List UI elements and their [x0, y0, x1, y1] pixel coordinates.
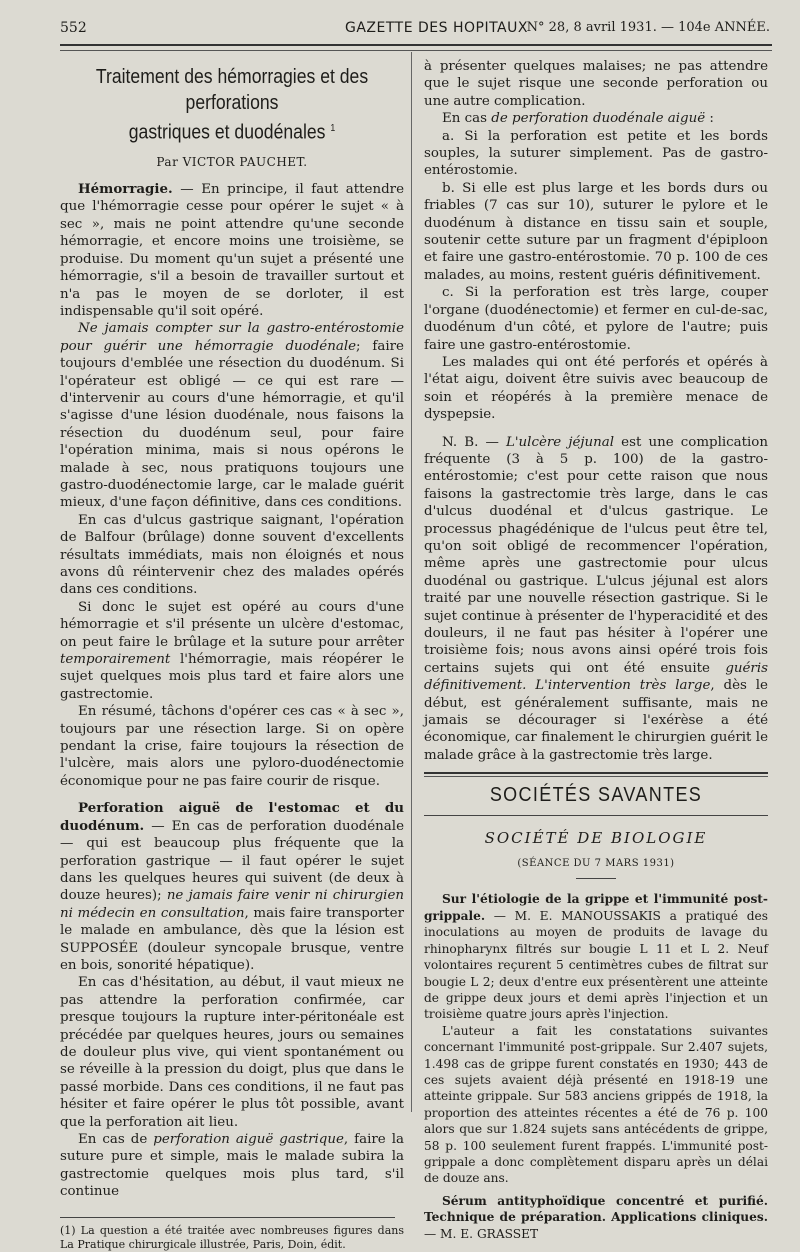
right-column [424, 58, 768, 1242]
paragraph: c. Si la perforation est très large, couper l'organe (duodénectomie) et fermer en cul-de-sac, duodénum d'un côté, et pylore de l'autre; puis faire une gastro-entérostomie. [424, 285, 768, 353]
left-column [60, 58, 404, 1252]
header-rule-thin [60, 50, 772, 51]
paragraph-text: est une complication fréquente (3 à 5 p. 100) de la gastro-entérostomie; c'est pour cette raison que nous faisons la gastrectomie très large, dans le cas d'ulcus duodénal et d'ulcus gastrique. Le processus phagédénique de l'ulcus peut être tel, qu'on soit obligé de recommencer l'opération, même après une gastrectomie pour ulcus duodénal ou gastrique. L'ulcus jéjunal est alors traité par une nouvelle résection gastrique. Si le sujet continue à présenter de l'hyperacidité et des douleurs, il ne faut pas hésiter à l'opérer une troisième fois; nous avons ainsi opéré trois fois certains sujets qui ont été ensuite [424, 434, 768, 676]
paragraph-text: , faire la suture pure et simple, mais le malade subira la gastrectomie quelques mois plus tard, s'il continue [60, 1132, 404, 1200]
page-header [60, 14, 770, 40]
paragraph: a. Si la perforation est petite et les bords souples, la suturer simplement. Pas de gastro-entérostomie. [424, 128, 768, 179]
paragraph-text: Si donc le sujet est opéré au cours d'une hémorragie et s'il présente un ulcère d'estomac, on peut faire le brûlage et la suture pour arrêter [60, 599, 404, 650]
section-title: SOCIÉTÉS SAVANTES [489, 784, 703, 807]
column-divider [411, 52, 412, 1112]
report-paragraph [424, 891, 768, 1022]
report-paragraph: L'auteur a fait les constatations suivantes concernant l'immunité post-grippale. Sur 2.407 sujets, 1.498 cas de grippe furent constatés en 1930; 443 de ces sujets avaient déjà présenté en 1918-19 une atteinte grippale. Sur 583 anciens grippés de 1918, la proportion des atteintes récentes a été de 76 p. 100 alors que sur 1.824 sujets sans antécédents de grippe, 58 p. 100 seulement furent frappés. L'immunité post-grippale a donc complètement disparu après un délai de douze ans. [424, 1023, 768, 1186]
paragraph-text: ; faire toujours d'emblée une résection du duodénum. Si l'opérateur est obligé — ce qui est rare — d'intervenir au cours d'une hémorragie, et qu'il s'agisse d'une lésion duodénale, nous faisons la résection du duodénum seul, pour faire l'opération minima, mais si nous opérons le malade à sec, nous pratiquons toujours une gastro-duodénectomie large, car le malade guérit mieux, d'une façon définitive, dans ces conditions. [60, 338, 404, 511]
page-number: 552 [60, 20, 87, 36]
paragraph-nb [424, 434, 768, 765]
paragraph-text: — En principe, il faut attendre que l'hémorragie cesse pour opérer le sujet « à sec », mais ne point attendre qu'une seconde hémorragie, et encore moins une troisième, se produise. Du moment qu'un sujet a présenté une hémorragie, s'il a besoin de travailler surtout et n'a pas le moyen de se dorloter, il est indispensable qu'il soit opéré. [60, 182, 404, 319]
footnote-rule [60, 1217, 395, 1218]
section-rule [424, 772, 768, 774]
paragraph-text: , dès le début, est généralement suffisante, mais ne jamais se décourager si l'exérèse a été économique, car finalement le chirurgien guérit le malade grâce à la gastrectomie très large. [424, 678, 768, 763]
emphasis-text: temporairement [60, 652, 171, 668]
paragraph-text: l'hémorragie, mais réopérer le sujet quelques mois plus tard et faire alors une gastrectomie. [60, 652, 404, 702]
author-name: MANOUSSAKIS [561, 908, 661, 923]
section-title-rule [424, 815, 768, 816]
emphasis-text: Ne jamais compter sur la gastro-entérostomie pour guérir une hémorragie duodénale [60, 321, 404, 354]
paragraph [60, 320, 404, 511]
paragraph-perforation [60, 800, 404, 974]
report-title: Sur l'étiologie de la grippe et l'immunité post-grippale. [424, 892, 768, 923]
header-rule [60, 44, 772, 46]
paragraph-text: : [705, 111, 714, 127]
article-title [81, 64, 384, 146]
emphasis-text: perforation aiguë gastrique [153, 1132, 344, 1147]
paragraph-text: — M. E. [424, 1226, 477, 1241]
issue-info: N° 28, 8 avril 1931. — 104e ANNÉE. [526, 20, 770, 35]
paragraph-hemorragie [60, 181, 404, 320]
byline: Par VICTOR PAUCHET. [156, 154, 308, 169]
paragraph-text: En cas de [78, 1132, 154, 1147]
paragraph: En cas d'hésitation, au début, il vaut mieux ne pas attendre la perforation confirmée, car presque toujours la rupture inter-péritonéale est précédée par quelques heures, jours ou semaines de douleur plus vive, qui vient spontanément ou se réveille à la pression du doigt, plus que dans le passé morbide. Dans ces conditions, il ne faut pas hésiter et faire opérer le plus tôt possible, avant que la perforation ait lieu. [60, 975, 404, 1130]
paragraph-text: — M. E. [485, 908, 562, 923]
title-line-2: gastriques et duodénales [128, 121, 326, 144]
paragraph-text: N. B. — [442, 434, 506, 450]
emphasis-text: de perforation duodénale aiguë [491, 111, 706, 127]
section-rule-thin [424, 776, 768, 777]
author-name: GRASSET [476, 1226, 539, 1241]
run-in-head: Hémorragie. [78, 181, 173, 198]
paragraph: à présenter quelques malaises; ne pas attendre que le sujet risque une seconde perforation ou une autre complication. [424, 59, 768, 109]
paragraph: En résumé, tâchons d'opérer ces cas « à sec », toujours par une résection large. Si on opère pendant la crise, faire toujours la résection de l'ulcère, mais alors une pyloro-duodénectomie économique pour ne pas faire courir de risque. [60, 704, 404, 789]
society-name: SOCIÉTÉ DE BIOLOGIE [484, 828, 708, 847]
paragraph [60, 1131, 404, 1201]
report-title: Sérum antityphoïdique concentré et purifié. Technique de préparation. Applications cliniques. [424, 1193, 768, 1225]
report-paragraph [424, 1193, 768, 1242]
emphasis-text: ne jamais faire venir ni chirurgien ni médecin en consultation [60, 888, 404, 921]
paragraph-text: a pratiqué des inoculations au moyen de produits de lavage du rhinopharynx filtrés sur bougie L 11 et L 2. Neuf volontaires reçurent 5 centimètres cubes de filtrat sur bougie L 2; deux d'entre eux présentèrent une atteinte de grippe deux jours et demi après l'injection et un troisième quatre jours après l'injection. [424, 908, 768, 1022]
paragraph-text: , mais faire transporter le malade en ambulance, dès que la lésion est SUPPOSÉE (douleur syncopale brusque, ventre en bois, sonorité hépatique). [60, 905, 404, 973]
short-rule [576, 878, 616, 879]
emphasis-text: L'ulcère jéjunal [505, 434, 615, 450]
session-date: (SÉANCE DU 7 MARS 1931) [517, 858, 675, 870]
footnote: (1) La question a été traitée avec nombreuses figures dans La Pratique chirurgicale illustrée, Paris, Doin, édit. [60, 1223, 404, 1251]
paragraph: b. Si elle est plus large et les bords durs ou friables (7 cas sur 10), suturer le pylore et le duodénum à distance en tissu sain et souple, soutenir cette suture par un fragment d'épiploon et faire une gastro-entérostomie. 70 p. 100 de ces malades, au moins, restent guéris définitivement. [424, 180, 768, 283]
paragraph-text: — En cas de perforation duodénale — qui est beaucoup plus fréquente que la perforation gastrique — il faut opérer le sujet dans les quelques heures qui suivent (de deux à douze heures); [60, 818, 404, 904]
paragraph: En cas d'ulcus gastrique saignant, l'opération de Balfour (brûlage) donne souvent d'excellents résultats immédiats, mais non éloignés et nous avons dû réintervenir chez des malades opérés dans ces conditions. [60, 512, 404, 598]
society-report [424, 891, 768, 1242]
paragraph [424, 110, 768, 127]
emphasis-text: guéris définitivement. L'intervention très large [424, 660, 768, 694]
run-in-head: Perforation aiguë de l'estomac et du duodénum. [60, 800, 404, 834]
paragraph: Les malades qui ont été perforés et opérés à l'état aigu, doivent être suivis avec beaucoup de soin et réopérés à la première menace de dyspepsie. [424, 354, 768, 423]
title-footnote-mark: 1 [330, 123, 336, 134]
paragraph-text: En cas [442, 111, 492, 127]
paragraph [60, 599, 404, 703]
title-line-1: Traitement des hémorragies et des perforations [95, 66, 369, 114]
journal-name: GAZETTE DES HOPITAUX [345, 20, 528, 36]
